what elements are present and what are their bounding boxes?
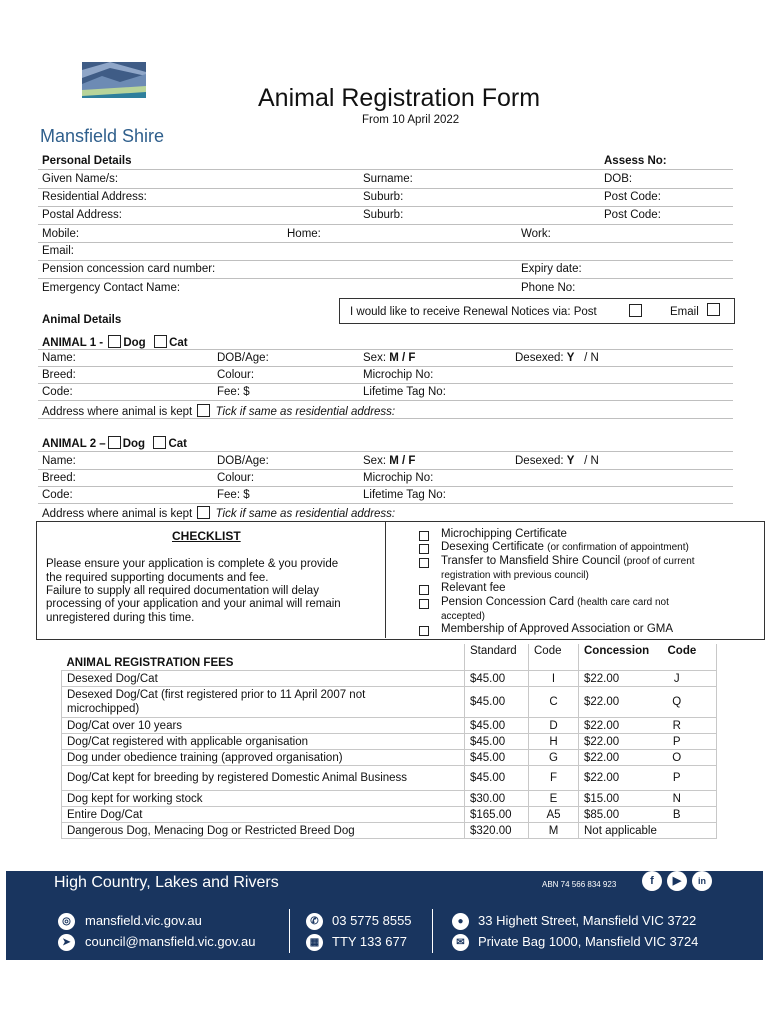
footer-tagline: High Country, Lakes and Rivers [54, 874, 279, 891]
animal2-label: ANIMAL 2 – [42, 438, 106, 450]
checklist-item-transfer [441, 555, 695, 567]
postal-address-field[interactable]: Postal Address: [42, 209, 122, 221]
desexing-label: Desexing Certificate [441, 541, 544, 553]
animal2-name-field[interactable]: Name: [42, 455, 76, 467]
fee-code2: J [663, 671, 717, 687]
table-row [62, 750, 717, 766]
fee-code: F [529, 766, 579, 791]
facebook-icon[interactable]: f [642, 871, 662, 891]
fee-concession: $22.00 [579, 750, 663, 766]
fee-code: E [529, 791, 579, 807]
animal1-code-field[interactable]: Code: [42, 386, 73, 398]
checklist-microchip-checkbox[interactable] [419, 531, 429, 541]
animal1-colour-field[interactable]: Colour: [217, 369, 255, 381]
fees-table [61, 644, 717, 839]
animal2-dob-field[interactable]: DOB/Age: [217, 455, 269, 467]
globe-icon: ◎ [58, 913, 75, 930]
col-standard: Standard [465, 644, 529, 671]
col-concession: Concession [579, 644, 663, 671]
animal1-dob-field[interactable]: DOB/Age: [217, 352, 269, 364]
col-code2: Code [663, 644, 717, 671]
page-title: Animal Registration Form [258, 84, 541, 112]
animal1-address-row [42, 404, 395, 418]
dob-field[interactable]: DOB: [604, 173, 633, 185]
residential-address-field[interactable]: Residential Address: [42, 191, 147, 203]
transfer-label: Transfer to Mansfield Shire Council [441, 555, 621, 567]
social-icons [642, 871, 722, 891]
sex-options: M / F [389, 352, 416, 364]
send-icon: ➤ [58, 934, 75, 951]
fee-desc: Entire Dog/Cat [62, 807, 465, 823]
table-row [62, 734, 717, 750]
fee-desc: Dangerous Dog, Menacing Dog or Restricted Breed Dog [62, 823, 465, 839]
animal1-same-address-checkbox[interactable] [197, 404, 210, 417]
table-row [62, 766, 717, 791]
checklist-item-microchip: Microchipping Certificate [441, 528, 567, 540]
tick-same-label: Tick if same as residential address: [215, 406, 396, 418]
fee-desc: Dog kept for working stock [62, 791, 465, 807]
checklist-title: CHECKLIST [172, 529, 241, 543]
desexed-no: / N [584, 455, 599, 467]
animal2-address-row [42, 506, 395, 520]
fees-header-row [62, 644, 717, 671]
fee-code: A5 [529, 807, 579, 823]
fee-desc: Dog under obedience training (approved organisation) [62, 750, 465, 766]
animal1-sex-field[interactable] [363, 352, 415, 364]
fee-concession: $22.00 [579, 718, 663, 734]
tty-icon: ▦ [306, 934, 323, 951]
renewal-notices-label: I would like to receive Renewal Notices via: Post [350, 306, 597, 318]
animal2-same-address-checkbox[interactable] [197, 506, 210, 519]
animal2-breed-field[interactable]: Breed: [42, 472, 76, 484]
checklist-body-1: Please ensure your application is complete & you provide [46, 558, 339, 570]
fee-code: D [529, 718, 579, 734]
fee-desc: Dog/Cat registered with applicable organisation [62, 734, 465, 750]
footer-abn: ABN 74 566 834 923 [542, 880, 617, 889]
fee-standard: $45.00 [465, 671, 529, 687]
residential-postcode-field[interactable]: Post Code: [604, 191, 661, 203]
animal2-cat-label: Cat [168, 438, 187, 450]
animal2-colour-field[interactable]: Colour: [217, 472, 255, 484]
fee-standard: $320.00 [465, 823, 529, 839]
expiry-date-field[interactable]: Expiry date: [521, 263, 582, 275]
fee-standard: $45.00 [465, 687, 529, 718]
fee-concession: $15.00 [579, 791, 663, 807]
pension-label: Pension Concession Card [441, 596, 574, 608]
fee-code2: P [663, 734, 717, 750]
animal2-cat-checkbox[interactable] [153, 436, 166, 449]
table-row [62, 791, 717, 807]
fee-desc-text: Desexed Dog/Cat (first registered prior to 11 April 2007 not microchipped) [67, 689, 366, 715]
animal1-desexed-field[interactable] [515, 352, 599, 364]
table-row [62, 807, 717, 823]
pension-note-2: accepted) [441, 611, 485, 622]
given-names-field[interactable]: Given Name/s: [42, 173, 119, 185]
animal2-microchip-field[interactable]: Microchip No: [363, 472, 434, 484]
fee-desc: Dog/Cat over 10 years [62, 718, 465, 734]
checklist-body-2: the required supporting documents and fee. [46, 572, 269, 584]
fee-code2: O [663, 750, 717, 766]
fee-code2: N [663, 791, 717, 807]
animal2-heading [42, 436, 187, 450]
fee-standard: $45.00 [465, 750, 529, 766]
animal1-breed-field[interactable]: Breed: [42, 369, 76, 381]
pension-note: (health care card not [577, 597, 669, 608]
desexed-label: Desexed: [515, 455, 564, 467]
footer-website[interactable]: mansfield.vic.gov.au [85, 913, 202, 928]
fee-code: I [529, 671, 579, 687]
org-name: Mansfield Shire [40, 126, 165, 146]
checklist-item-desexing [441, 541, 689, 553]
desexed-yes: Y [566, 352, 575, 364]
surname-field[interactable]: Surname: [363, 173, 413, 185]
residential-suburb-field[interactable]: Suburb: [363, 191, 404, 203]
desexed-no: / N [584, 352, 599, 364]
checklist-pension-checkbox[interactable] [419, 599, 429, 609]
col-code: Code [529, 644, 579, 671]
animal1-dog-label: Dog [123, 337, 146, 349]
renewal-email-label: Email [670, 306, 699, 318]
animal1-fee-field[interactable]: Fee: $ [217, 386, 250, 398]
fee-code: G [529, 750, 579, 766]
table-row [62, 718, 717, 734]
animal1-microchip-field[interactable]: Microchip No: [363, 369, 434, 381]
sex-options: M / F [389, 455, 416, 467]
address-kept-label: Address where animal is kept [42, 406, 193, 418]
fee-standard: $165.00 [465, 807, 529, 823]
footer-phone[interactable]: 03 5775 8555 [332, 913, 412, 928]
animal1-cat-label: Cat [169, 337, 188, 349]
mail-icon: ✉ [452, 934, 469, 951]
checklist-membership-checkbox[interactable] [419, 626, 429, 636]
footer-banner [6, 871, 763, 960]
checklist-item-fee: Relevant fee [441, 582, 506, 594]
animal-details-heading: Animal Details [42, 314, 122, 326]
animal2-code-field[interactable]: Code: [42, 489, 73, 501]
fee-concession: $22.00 [579, 671, 663, 687]
animal1-cat-checkbox[interactable] [154, 335, 167, 348]
fee-concession: $22.00 [579, 766, 663, 791]
renewal-email-checkbox[interactable] [707, 303, 720, 316]
desexed-yes: Y [566, 455, 575, 467]
emergency-phone-field[interactable]: Phone No: [521, 282, 576, 294]
animal1-dog-checkbox[interactable] [108, 335, 121, 348]
table-row [62, 687, 717, 718]
footer-email[interactable]: council@mansfield.vic.gov.au [85, 934, 256, 949]
sex-label: Sex: [363, 352, 387, 364]
tick-same-label: Tick if same as residential address: [215, 508, 396, 520]
animal2-dog-label: Dog [122, 438, 146, 450]
fee-code: M [529, 823, 579, 839]
checklist-body-5: unregistered during this time. [46, 612, 195, 624]
animal1-name-field[interactable]: Name: [42, 352, 76, 364]
fee-code2: B [663, 807, 717, 823]
page-subtitle: From 10 April 2022 [362, 114, 460, 126]
renewal-post-checkbox[interactable] [629, 304, 642, 317]
fee-standard: $30.00 [465, 791, 529, 807]
location-icon: ● [452, 913, 469, 930]
fee-desc: Desexed Dog/Cat [62, 671, 465, 687]
youtube-icon[interactable]: ▶ [667, 871, 687, 891]
assess-no-label: Assess No: [604, 155, 667, 167]
footer-postal: Private Bag 1000, Mansfield VIC 3724 [478, 934, 699, 949]
checklist-item-membership: Membership of Approved Association or GMA [441, 623, 674, 635]
footer-street: 33 Highett Street, Mansfield VIC 3722 [478, 913, 697, 928]
fee-concession: $22.00 [579, 687, 663, 718]
animal2-sex-field[interactable] [363, 455, 415, 467]
desexed-label: Desexed: [515, 352, 564, 364]
checklist-desexing-checkbox[interactable] [419, 544, 429, 554]
animal1-label: ANIMAL 1 - [42, 337, 104, 349]
linkedin-icon[interactable]: in [692, 871, 712, 891]
postal-postcode-field[interactable]: Post Code: [604, 209, 661, 221]
animal2-fee-field[interactable]: Fee: $ [217, 489, 250, 501]
animal2-dog-checkbox[interactable] [108, 436, 121, 449]
home-phone-field[interactable]: Home: [287, 228, 321, 240]
animal1-heading [42, 335, 188, 349]
mobile-field[interactable]: Mobile: [42, 228, 80, 240]
fee-concession: $85.00 [579, 807, 663, 823]
checklist-body-4: processing of your application and your animal will remain [46, 598, 341, 610]
fee-code2: Q [663, 687, 717, 718]
checklist-transfer-checkbox[interactable] [419, 558, 429, 568]
checklist-fee-checkbox[interactable] [419, 585, 429, 595]
fee-standard: $45.00 [465, 766, 529, 791]
transfer-note: (proof of current [623, 556, 695, 567]
postal-suburb-field[interactable]: Suburb: [363, 209, 404, 221]
fee-code2: P [663, 766, 717, 791]
emergency-contact-field[interactable]: Emergency Contact Name: [42, 282, 181, 294]
animal2-lifetime-tag-field[interactable]: Lifetime Tag No: [363, 489, 446, 501]
fee-desc [62, 687, 465, 718]
animal2-desexed-field[interactable] [515, 455, 599, 467]
fee-standard: $45.00 [465, 718, 529, 734]
checklist-body-3: Failure to supply all required documentation will delay [46, 585, 319, 597]
table-row [62, 823, 717, 839]
personal-details-heading: Personal Details [42, 155, 132, 167]
work-phone-field[interactable]: Work: [521, 228, 551, 240]
fee-code2: R [663, 718, 717, 734]
fee-code: H [529, 734, 579, 750]
fee-concession: $22.00 [579, 734, 663, 750]
mansfield-shire-logo [40, 60, 186, 148]
footer-divider-1 [289, 909, 290, 953]
footer-divider-2 [432, 909, 433, 953]
fee-desc: Dog/Cat kept for breeding by registered Domestic Animal Business [62, 766, 465, 791]
transfer-note-2: registration with previous council) [441, 570, 589, 581]
fee-code: C [529, 687, 579, 718]
fee-standard: $45.00 [465, 734, 529, 750]
fees-heading: ANIMAL REGISTRATION FEES [62, 644, 465, 671]
animal1-lifetime-tag-field[interactable]: Lifetime Tag No: [363, 386, 446, 398]
email-field[interactable]: Email: [42, 245, 74, 257]
fee-concession: Not applicable [579, 823, 717, 839]
sex-label: Sex: [363, 455, 387, 467]
address-kept-label: Address where animal is kept [42, 508, 193, 520]
table-row [62, 671, 717, 687]
footer-tty: TTY 133 677 [332, 934, 407, 949]
desexing-note: (or confirmation of appointment) [547, 542, 689, 553]
checklist-item-pension [441, 596, 669, 608]
phone-icon: ✆ [306, 913, 323, 930]
pension-card-field[interactable]: Pension concession card number: [42, 263, 216, 275]
